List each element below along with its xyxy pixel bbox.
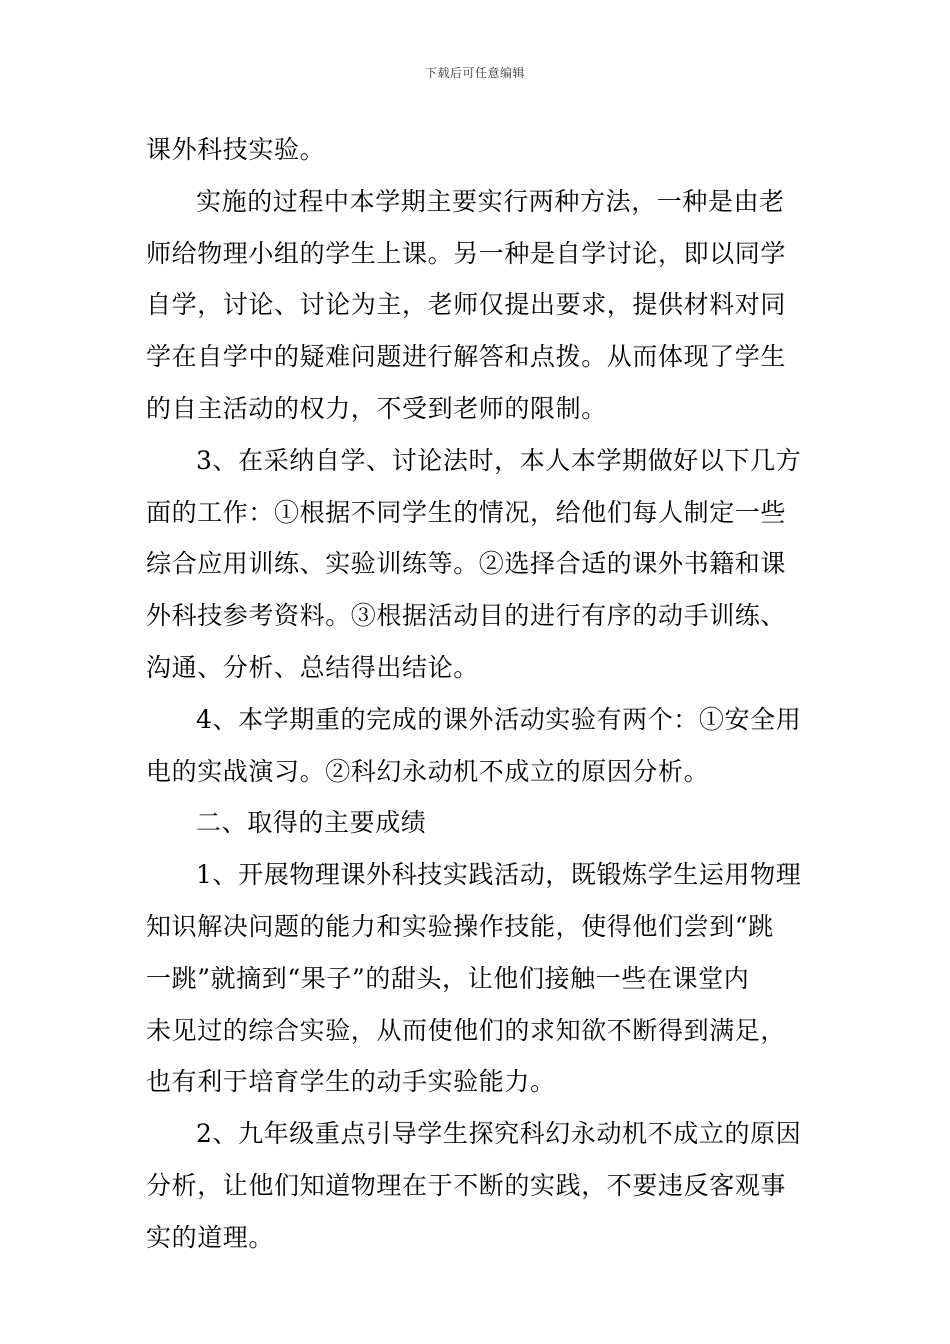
text-line: 实的道理。 bbox=[146, 1222, 275, 1252]
text-line: 学在自学中的疑难问题进行解答和点拨。从而体现了学生 bbox=[146, 342, 787, 372]
page-header-note: 下载后可任意编辑 bbox=[424, 66, 525, 80]
text-line: 的自主活动的权力，不受到老师的限制。 bbox=[146, 393, 607, 423]
text-line: 未见过的综合实验，从而使他们的求知欲不断得到满足， bbox=[146, 1015, 787, 1045]
text-line: 1、开展物理课外科技实践活动，既锻炼学生运用物理 bbox=[196, 860, 802, 890]
text-line: 2、九年级重点引导学生探究科幻永动机不成立的原因 bbox=[196, 1119, 802, 1149]
text-line: 自学，讨论、讨论为主，老师仅提出要求，提供材料对同 bbox=[146, 290, 787, 320]
text-line: 师给物理小组的学生上课。另一种是自学讨论，即以同学 bbox=[146, 238, 787, 268]
text-line: 实施的过程中本学期主要实行两种方法，一种是由老 bbox=[196, 186, 785, 216]
document-body bbox=[146, 124, 816, 1264]
text-line: 外科技参考资料。③根据活动目的进行有序的动手训练、 bbox=[146, 601, 787, 631]
text-line: 3、在采纳自学、讨论法时，本人本学期做好以下几方 bbox=[196, 445, 802, 475]
text-line: 知识解决问题的能力和实验操作技能，使得他们尝到“跳 bbox=[146, 911, 774, 941]
text-line: 4、本学期重的完成的课外活动实验有两个：①安全用 bbox=[196, 704, 802, 734]
text-line: 分析，让他们知道物理在于不断的实践，不要违反客观事 bbox=[146, 1170, 787, 1200]
text-line: 一跳”就摘到“果子”的甜头，让他们接触一些在课堂内 bbox=[146, 963, 750, 993]
text-line: 也有利于培育学生的动手实验能力。 bbox=[146, 1067, 556, 1097]
text-line: 课外科技实验。 bbox=[146, 135, 326, 164]
text-line: 综合应用训练、实验训练等。②选择合适的课外书籍和课 bbox=[146, 549, 787, 579]
text-line: 电的实战演习。②科幻永动机不成立的原因分析。 bbox=[146, 756, 710, 786]
section-heading: 二、取得的主要成绩 bbox=[196, 808, 427, 838]
text-line: 面的工作：①根据不同学生的情况，给他们每人制定一些 bbox=[146, 497, 787, 527]
text-line: 沟通、分析、总结得出结论。 bbox=[146, 652, 479, 682]
